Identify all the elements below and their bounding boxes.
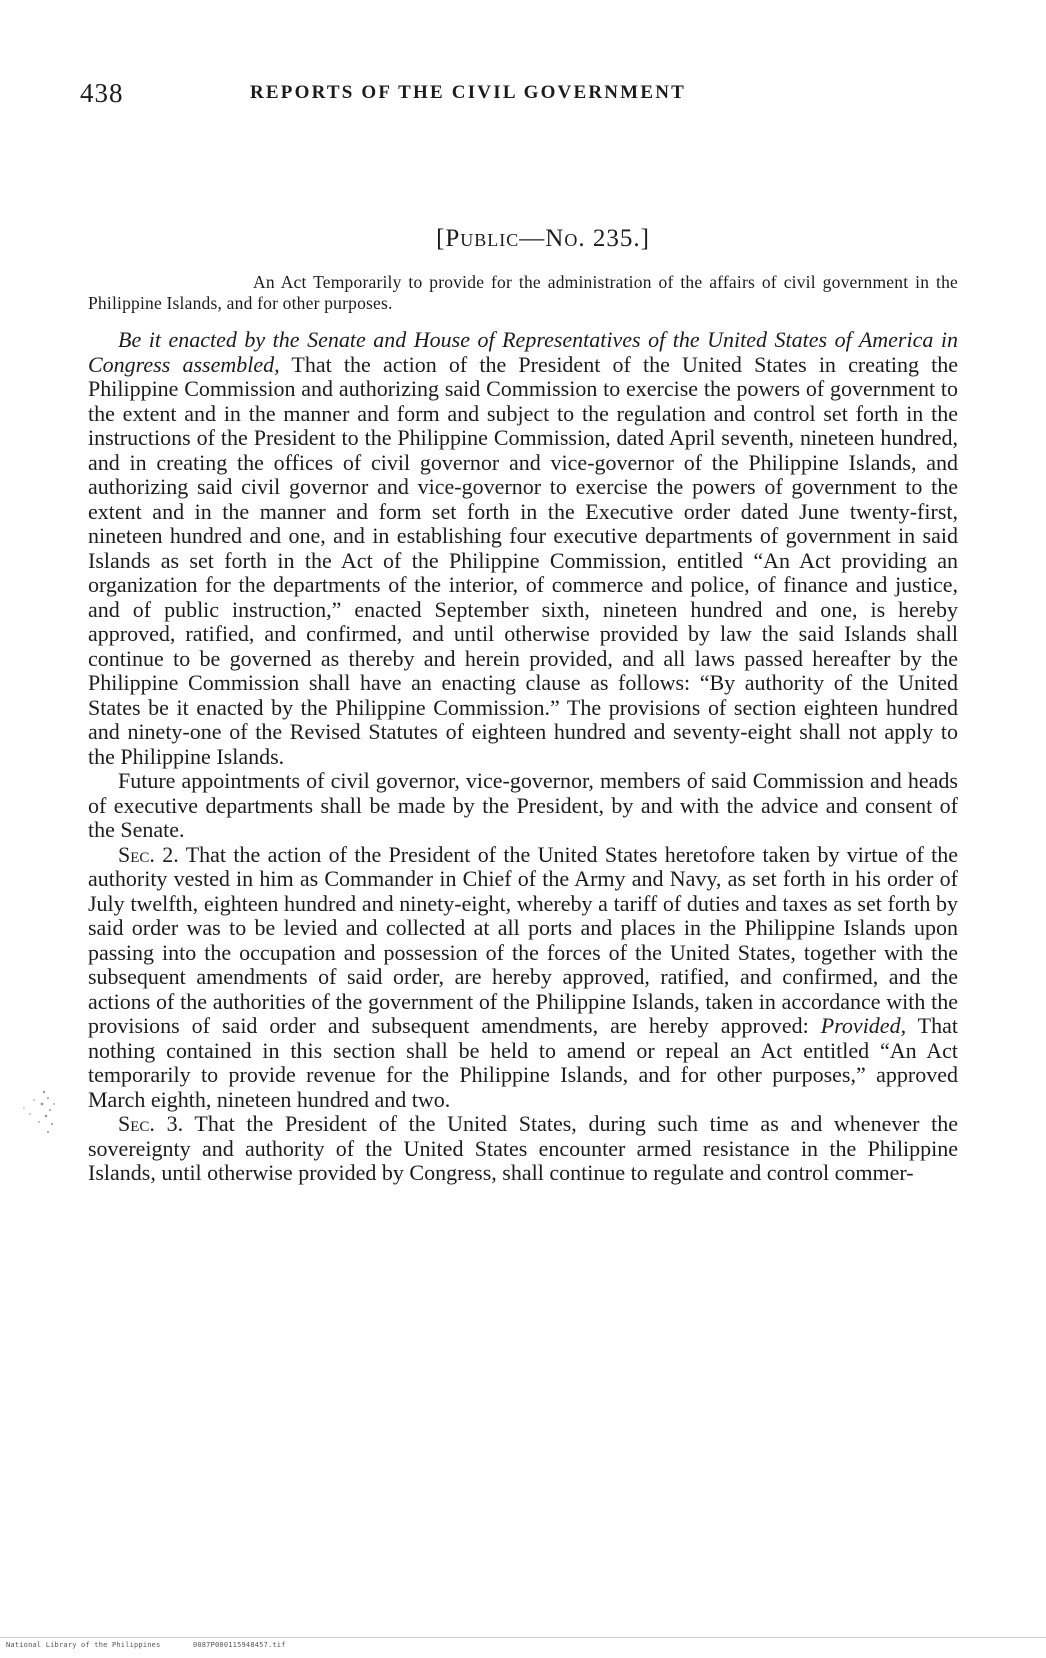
paragraph-text: That the action of the President of the United States in creating the Philippine Commission and authorizing said Commission to exercise the powers of government to the extent and in the manner and form and subject to the regulation and control set forth in the instructions of the President to the Philippine Commission, dated April seventh, nineteen hundred, and in creating the offices of civil governor and vice-governor of the Philippine Islands, and authorizing said civil governor and vice-governor to exercise the powers of government to the extent and in the manner and form set forth in the Executive order dated June twenty-first, nineteen hundred and one, and in establishing four executive departments of government in said Islands as set forth in the Act of the Philippine Commission, entitled “An Act providing an organization for the departments of the interior, of commerce and police, of finance and justice, and of public instruction,” enacted September sixth, nineteen hundred and one, is hereby approved, ratified, and confirmed, and until otherwise provided by law the said Islands shall continue to be governed as thereby and herein provided, and all laws passed hereafter by the Philippine Commission shall have an enacting clause as follows: “By authority of the United States be it enacted by the Philippine Commission.” The provisions of section eighteen hundred and ninety-one of the Revised Statutes of eighteen hundred and seventy-eight shall not apply to the Philippine Islands.: [88, 351, 958, 769]
section-2: [88, 843, 958, 1113]
section-text: That nothing contained in this section shall be held to amend or repeal an Act entitled “An Act temporarily to provide revenue for the Philippine Islands, and for other purposes,” approved March eighth, nineteen hundred and two.: [88, 1013, 958, 1112]
paragraph-enacting: [88, 328, 958, 769]
act-title: An Act Temporarily to provide for the administration of the affairs of civil government in the Philippine Islands, and for other purposes.: [88, 272, 958, 313]
section-label: Sec. 2.: [118, 841, 179, 867]
section-label: Sec. 3.: [118, 1111, 184, 1136]
proviso-word: Provided,: [820, 1013, 907, 1038]
act-body: [88, 328, 958, 1186]
file-id: 0087P000115948457.tif: [192, 1641, 286, 1649]
running-head-title: REPORTS OF THE CIVIL GOVERNMENT: [250, 82, 686, 103]
enacting-clause: Be it enacted by the Senate and House of Representatives of the United States of America in Congress assembled,: [88, 327, 958, 377]
section-text: That the President of the United States, during such time as and whenever the sovereignty and authority of the United States encounter armed resistance in the Philippine Islands, until otherwise provided by Congress, shall continue to regulate and control commer-: [88, 1111, 958, 1185]
scan-edge: [0, 1637, 1046, 1638]
section-3: [88, 1112, 958, 1186]
act-label: [Public—No. 235.]: [436, 225, 650, 252]
running-head: [80, 78, 960, 106]
section-text: That the action of the President of the United States heretofore taken by virtue of the authority vested in him as Commander in Chief of the Army and Navy, as set forth in his order of July twelfth, eighteen hundred and ninety-eight, whereby a tariff of duties and taxes as set forth by said order was to be levied and collected at all ports and places in the Philippine Islands upon passing into the occupation and possession of the forces of the United States, together with the subsequent amendments of said order, are hereby approved, ratified, and confirmed, and the actions of the authorities of the government of the Philippine Islands, taken in accordance with the provisions of said order and subsequent amendments, are hereby approved:: [88, 841, 958, 1038]
library-credit: National Library of the Philippines: [6, 1641, 161, 1649]
scan-footer: [6, 1641, 314, 1649]
scan-speckle: [4, 1080, 64, 1160]
paragraph-appointments: Future appointments of civil governor, vice-governor, members of said Commission and heads of executive departments shall be made by the President, by and with the advice and consent of the Senate.: [88, 768, 958, 842]
page-number: 438: [80, 78, 124, 108]
